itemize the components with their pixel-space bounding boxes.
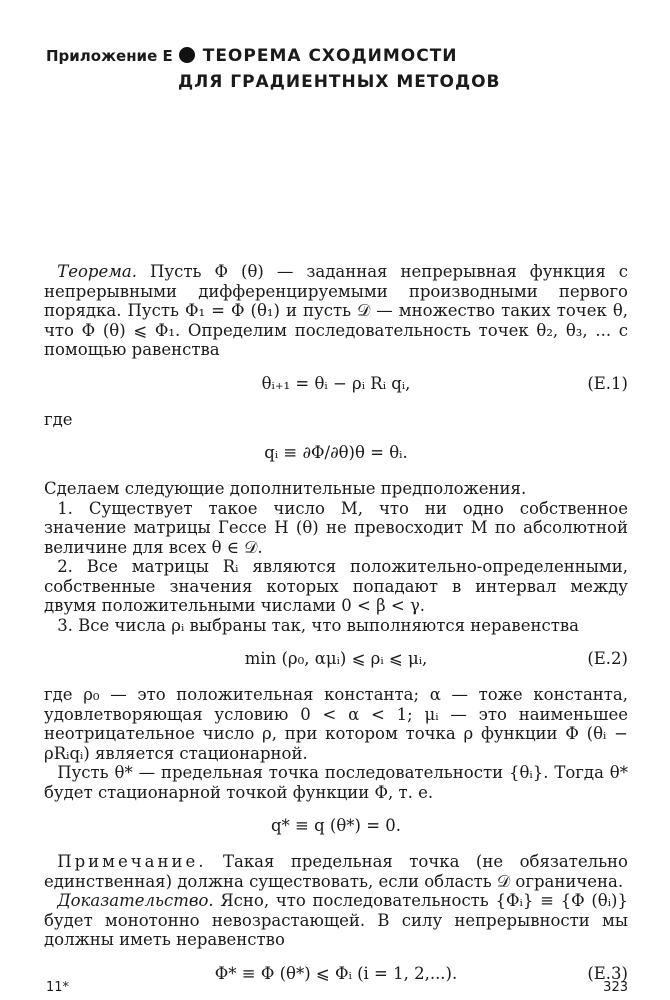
proof-label: Доказательство. (57, 891, 214, 910)
assumptions-intro: Сделаем следующие дополнительные предположения. (44, 479, 527, 498)
assumption-3: 3. Все числа ρᵢ выбраны так, что выполняются неравенства (57, 615, 579, 635)
note-text: Такая предельная точка (не обязательно единственная) должна существовать, если область 𝒟 ограничена. (44, 852, 628, 891)
page-body (44, 262, 628, 1000)
appendix-label: Приложение Е (46, 47, 173, 65)
signature-mark: 11* (46, 980, 70, 995)
equation-e2-formula: min (ρ₀, αμᵢ) ⩽ ρᵢ ⩽ μᵢ, (244, 649, 428, 668)
note-paragraph (44, 852, 628, 891)
equation-q-formula: qᵢ ≡ ∂Φ/∂θ)θ = θᵢ. (264, 443, 408, 462)
theorem-text: Пусть Φ (θ) — заданная непрерывная функция с непрерывными дифференцируемыми производными первого порядка. Пусть Φ₁ = Φ (θ₁) и пусть 𝒟 — множество таких точек θ, что Φ (θ) ⩽ Φ₁. Определим последовательность точек θ₂, θ₃, ... с помощью равенства (44, 262, 629, 359)
appendix-title-line1: ТЕОРЕМА СХОДИМОСТИ (202, 46, 458, 66)
equation-e2-number: (E.2) (587, 649, 628, 668)
equation-stationary (44, 816, 628, 838)
page-footer (46, 980, 628, 995)
equation-e1-formula: θᵢ₊₁ = θᵢ − ρᵢ Rᵢ qᵢ, (261, 373, 411, 393)
theorem-paragraph (44, 262, 628, 360)
equation-e2 (44, 649, 628, 671)
proof-paragraph (44, 891, 628, 950)
bullet-icon (179, 47, 195, 63)
proof-text: Ясно, что последовательность {Φᵢ} ≡ {Φ (θᵢ)} будет монотонно невозрастающей. В силу непрерывности мы должны иметь неравенство (44, 891, 628, 949)
equation-q (44, 443, 628, 465)
assumption-2: 2. Все матрицы Rᵢ являются положительно-определенными, собственные значения которых попадают в интервал между двумя положительными числами 0 < β < γ. (44, 557, 628, 615)
where-label: где (44, 409, 73, 429)
where-paragraph: где ρ₀ — это положительная константа; α — тоже константа, удовлетворяющая условию 0 < α < 1; μᵢ — это наименьшее неотрицательное число ρ, при котором точка ρ функции Φ (θᵢ − ρRᵢqᵢ) является стационарной. (44, 685, 628, 763)
page-number: 323 (603, 980, 628, 995)
equation-e3-formula: Φ* ≡ Φ (θ*) ⩽ Φᵢ (i = 1, 2,...). (214, 963, 458, 983)
equation-e3-number: (E.3) (587, 963, 628, 983)
equation-e1-number: (E.1) (587, 373, 628, 393)
equation-stationary-formula: q* ≡ q (θ*) = 0. (270, 816, 402, 835)
appendix-title-line2: ДЛЯ ГРАДИЕНТНЫХ МЕТОДОВ (178, 72, 501, 92)
theorem-label: Теорема. (57, 262, 137, 281)
assumption-1: 1. Существует такое число M, что ни одно собственное значение матрицы Гессе H (θ) не превосходит M по абсолютной величине для всех θ ∈ 𝒟. (44, 498, 628, 557)
appendix-header (46, 46, 501, 92)
equation-e1 (44, 374, 628, 396)
limit-point-paragraph: Пусть θ* — предельная точка последовательности {θᵢ}. Тогда θ* будет стационарной точкой функции Φ, т. е. (44, 763, 628, 802)
note-label: Примечание. (57, 852, 207, 871)
